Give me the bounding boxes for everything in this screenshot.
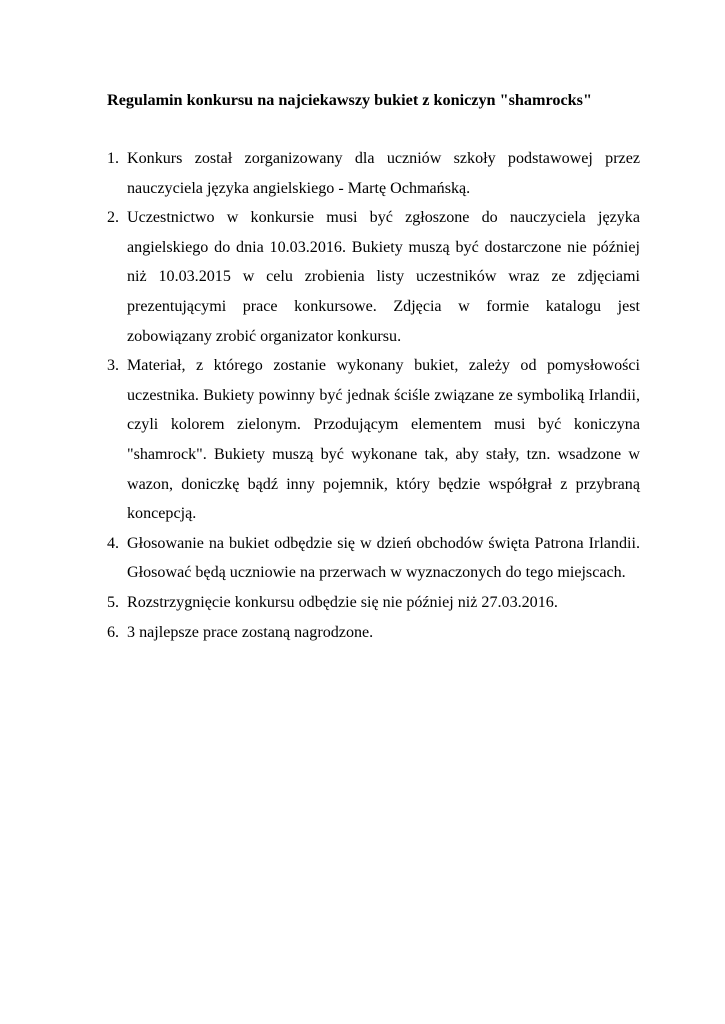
- rule-text: Uczestnictwo w konkursie musi być zgłoszone do nauczyciela języka angielskiego do dnia 10.03.2016. Bukiety muszą być dostarczone nie później niż 10.03.2015 w celu zrobienia listy uczestników wraz ze zdjęciami prezentującymi prace konkursowe. Zdjęcia w formie katalogu jest zobowiązany zrobić organizator konkursu.: [127, 209, 640, 345]
- rules-list: [107, 144, 640, 647]
- rule-number: 3.: [107, 357, 120, 375]
- rule-number: 6.: [107, 623, 120, 641]
- rule-number: 5.: [107, 593, 120, 611]
- document-title: Regulamin konkursu na najciekawszy bukiet z koniczyn "shamrocks": [107, 91, 592, 109]
- rule-text: Głosowanie na bukiet odbędzie się w dzień obchodów święta Patrona Irlandii. Głosować będą uczniowie na przerwach w wyznaczonych do tego miejscach.: [127, 534, 640, 582]
- rule-number: 4.: [107, 534, 120, 552]
- rule-text: 3 najlepsze prace zostaną nagrodzone.: [127, 623, 374, 641]
- rule-item-2: [107, 203, 640, 351]
- rule-item-4: [107, 529, 640, 588]
- rule-item-5: [107, 588, 640, 618]
- rule-item-6: [107, 618, 640, 648]
- rule-number: 2.: [107, 209, 120, 227]
- rule-item-1: [107, 144, 640, 203]
- rule-text: Materiał, z którego zostanie wykonany bukiet, zależy od pomysłowości uczestnika. Bukiety powinny być jednak ściśle związane ze symboliką Irlandii, czyli kolorem zielonym. Przodującym elementem musi być koniczyna "shamrock". Bukiety muszą być wykonane tak, aby stały, tzn. wsadzone w wazon, doniczkę bądź inny pojemnik, który będzie współgrał z przybraną koncepcją.: [127, 357, 640, 523]
- rule-number: 1.: [107, 150, 120, 167]
- rule-item-3: [107, 351, 640, 529]
- rule-text: Rozstrzygnięcie konkursu odbędzie się nie później niż 27.03.2016.: [127, 593, 558, 611]
- rule-text: Konkurs został zorganizowany dla uczniów szkoły podstawowej przez nauczyciela języka angielskiego - Martę Ochmańską.: [127, 150, 640, 197]
